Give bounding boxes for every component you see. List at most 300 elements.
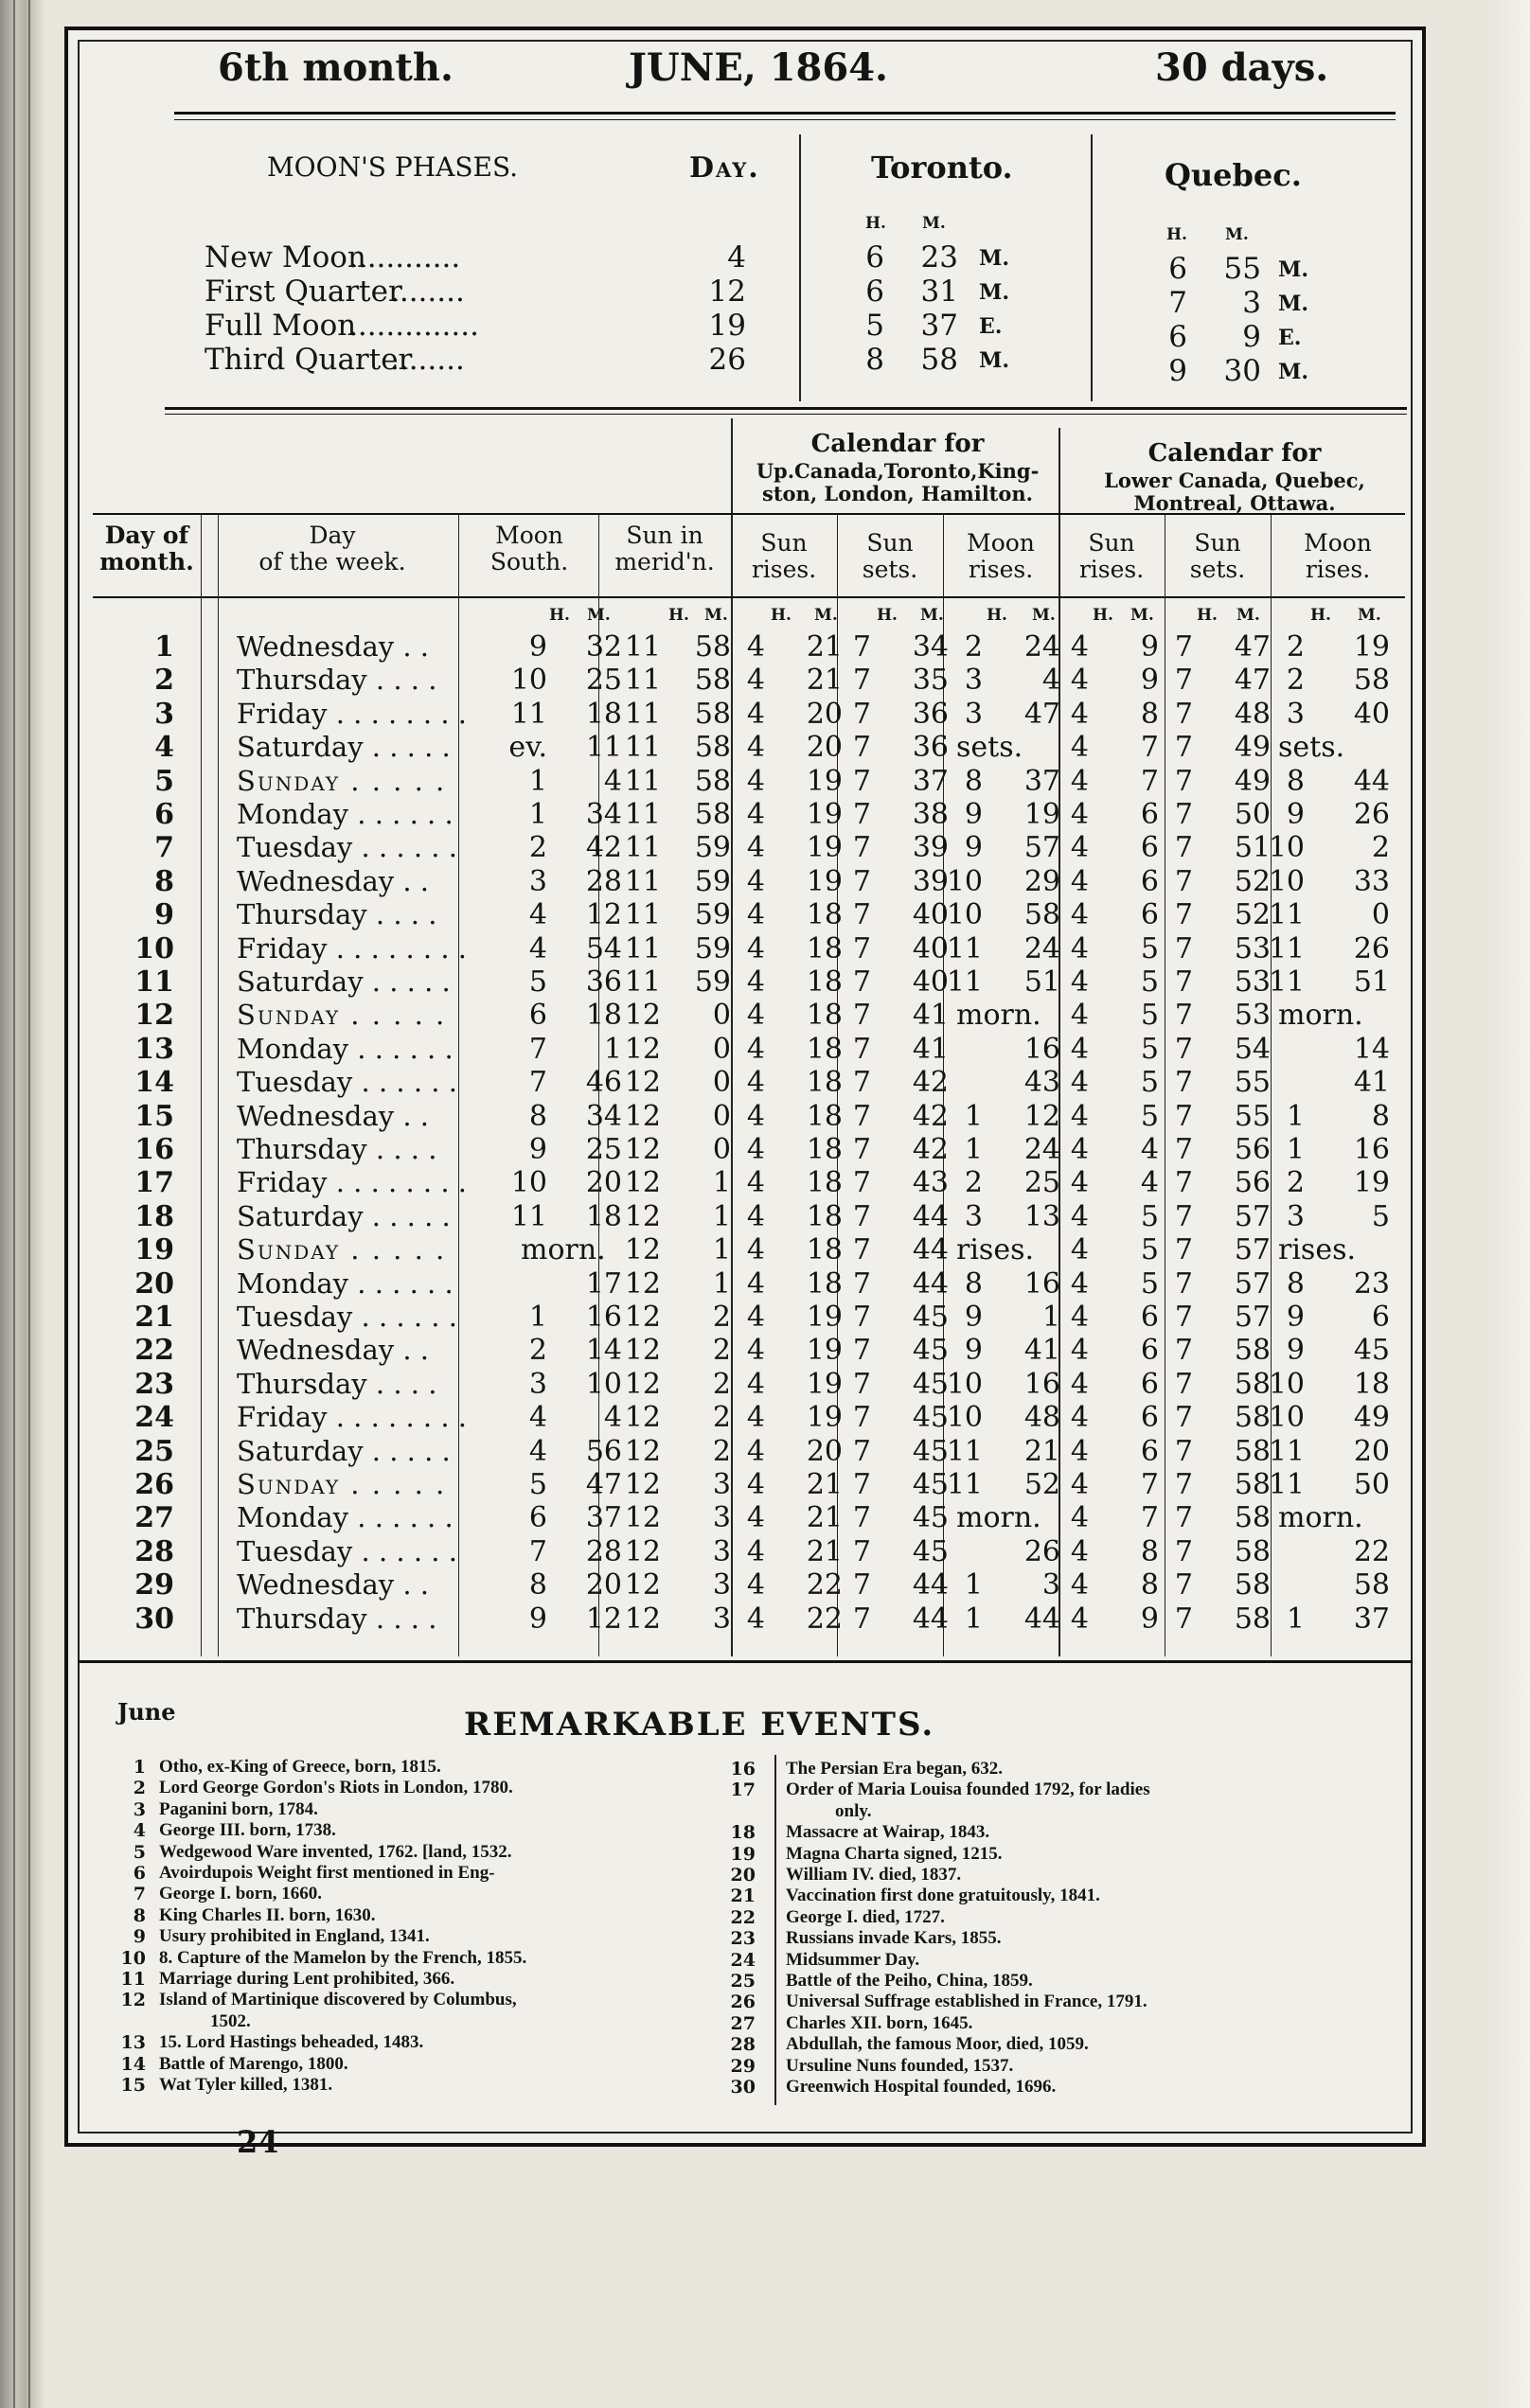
sun-rises-lower-hour: 4	[1070, 1468, 1089, 1501]
moon-south-minute: 54	[585, 932, 622, 965]
sun-meridian-hour: 12	[624, 1200, 661, 1233]
moon-rises-lower-minute: 41	[1353, 1066, 1390, 1099]
day-of-week: Thursday . . . .	[237, 1602, 437, 1635]
day-of-month: 9	[154, 898, 174, 931]
sun-meridian-minute: 2	[712, 1301, 731, 1334]
moon-rises-upper-value: sets.	[956, 731, 1023, 764]
sun-sets-upper-hour: 7	[852, 1133, 871, 1166]
col-day-of-week-line1: Day	[309, 522, 356, 549]
sun-meridian-hour: 12	[624, 1401, 661, 1434]
sun-rises-upper-minute: 21	[806, 1468, 843, 1501]
sun-sets-upper-hour: 7	[852, 1334, 871, 1367]
sun-sets-upper-hour: 7	[852, 932, 871, 965]
sun-rises-upper-minute: 19	[806, 1301, 843, 1334]
phase-dots: ........	[390, 343, 465, 377]
col-moon-south-line1: Moon	[495, 522, 563, 549]
moon-rises-upper-minute: 16	[1023, 1033, 1060, 1066]
book-binding-shadow	[0, 0, 45, 2408]
moon-rises-upper-hour: 10	[946, 865, 983, 898]
sun-sets-lower-minute: 51	[1234, 831, 1271, 864]
day-of-month: 21	[134, 1301, 174, 1334]
moon-rises-lower-hour: 11	[1268, 1435, 1305, 1468]
sun-sets-upper-minute: 44	[912, 1233, 949, 1266]
moon-south-hour: 5	[528, 965, 547, 999]
sun-sets-upper-minute: 44	[912, 1602, 949, 1636]
sun-meridian-minute: 59	[694, 965, 731, 999]
moon-rises-upper-hour: 11	[946, 1435, 983, 1468]
page-title: JUNE, 1864.	[629, 45, 888, 90]
phase-quebec-ampm: M.	[1278, 360, 1309, 384]
event-day: 15	[120, 2075, 146, 2096]
sun-rises-lower-hour: 4	[1070, 698, 1089, 731]
group-header-rule	[731, 513, 1059, 515]
col-sun-meridian-line2: merid'n.	[614, 548, 715, 575]
moon-rises-lower-value: morn.	[1278, 999, 1363, 1032]
moon-rises-lower-minute: 19	[1353, 630, 1390, 664]
sun-sets-lower-minute: 57	[1234, 1267, 1271, 1301]
moon-south-minute: 28	[585, 1535, 622, 1568]
event-text: George III. born, 1738.	[159, 1820, 336, 1840]
sun-sets-lower-hour: 7	[1174, 865, 1193, 898]
moon-south-minute: 32	[585, 630, 622, 664]
day-of-month: 2	[154, 664, 174, 697]
event-day: 4	[133, 1820, 146, 1841]
moon-south-hour: 7	[528, 1033, 547, 1066]
moon-south-hour: 3	[528, 865, 547, 898]
sun-rises-upper-hour: 4	[746, 630, 765, 664]
hour-label: H.	[1093, 606, 1113, 625]
event-text: 8. Capture of the Mamelon by the French, 1855.	[159, 1948, 527, 1968]
moon-south-minute: 42	[585, 831, 622, 864]
event-day: 10	[120, 1948, 146, 1969]
sun-rises-upper-hour: 4	[746, 1535, 765, 1568]
day-of-week: Sunday . . . . .	[237, 999, 447, 1031]
event-text: Magna Charta signed, 1215.	[786, 1844, 1003, 1864]
sun-meridian-minute: 0	[712, 1033, 731, 1066]
sun-rises-upper-minute: 18	[806, 1033, 843, 1066]
sun-rises-upper-minute: 19	[806, 831, 843, 864]
binding-edge-line	[28, 0, 30, 2408]
sun-sets-lower-hour: 7	[1174, 1468, 1193, 1501]
moon-south-hour: 9	[528, 630, 547, 664]
moon-rises-upper-minute: 24	[1023, 932, 1060, 965]
event-day: 9	[133, 1926, 146, 1947]
sun-sets-lower-hour: 7	[1174, 898, 1193, 931]
sun-rises-upper-minute: 18	[806, 1200, 843, 1233]
col-sun-rises-upper-line1: Sun	[760, 529, 808, 557]
sun-sets-upper-minute: 44	[912, 1267, 949, 1301]
day-of-week: Friday . . . . . . . .	[237, 698, 467, 730]
sun-sets-upper-hour: 7	[852, 1501, 871, 1534]
sun-rises-lower-hour: 4	[1070, 1066, 1089, 1099]
sun-meridian-minute: 0	[712, 1133, 731, 1166]
sun-sets-lower-minute: 47	[1234, 630, 1271, 664]
sun-sets-lower-minute: 58	[1234, 1401, 1271, 1434]
moon-rises-lower-hour: 10	[1268, 831, 1305, 864]
day-of-month: 15	[134, 1100, 174, 1133]
moon-rises-upper-minute: 24	[1023, 630, 1060, 664]
moon-south-hour: ev.	[508, 731, 547, 764]
col-moon-south-line2: South.	[489, 548, 569, 575]
moon-rises-upper-hour: 9	[964, 1334, 983, 1367]
event-text: Marriage during Lent prohibited, 366.	[159, 1969, 455, 1989]
sun-sets-lower-hour: 7	[1174, 1535, 1193, 1568]
moon-rises-upper-hour: 10	[946, 1368, 983, 1401]
sun-rises-lower-minute: 7	[1140, 1501, 1159, 1534]
moon-south-minute: 25	[585, 1133, 622, 1166]
phases-toronto-heading: Toronto.	[871, 150, 1013, 186]
col-moon-rises-upper-line2: rises.	[968, 556, 1034, 583]
day-of-week: Saturday . . . . .	[237, 731, 451, 763]
sun-rises-upper-hour: 4	[746, 798, 765, 831]
phase-day: 4	[727, 240, 746, 274]
sun-sets-upper-minute: 34	[912, 630, 949, 664]
col-sun-sets-upper-line1: Sun	[866, 529, 914, 557]
sun-sets-lower-hour: 7	[1174, 1435, 1193, 1468]
phase-toronto-hour: 6	[865, 274, 884, 309]
sun-rises-lower-minute: 5	[1140, 1200, 1159, 1233]
sun-sets-lower-minute: 58	[1234, 1435, 1271, 1468]
day-of-month: 11	[134, 965, 174, 999]
day-of-week: Saturday . . . . .	[237, 1200, 451, 1232]
sun-meridian-minute: 59	[694, 898, 731, 931]
sun-meridian-minute: 2	[712, 1368, 731, 1401]
moon-south-minute: 17	[585, 1267, 622, 1301]
day-of-week: Friday . . . . . . . .	[237, 1166, 467, 1198]
sun-meridian-minute: 0	[712, 999, 731, 1032]
moon-rises-upper-minute: 43	[1023, 1066, 1060, 1099]
moon-rises-upper-hour: 3	[964, 1200, 983, 1233]
lower-canada-sub: Lower Canada, Quebec,	[1104, 469, 1365, 492]
sun-rises-upper-minute: 21	[806, 630, 843, 664]
moon-south-hour: 2	[528, 1334, 547, 1367]
col-sun-sets-upper-line2: sets.	[862, 556, 918, 583]
sun-rises-lower-hour: 4	[1070, 1200, 1089, 1233]
sun-sets-lower-hour: 7	[1174, 1267, 1193, 1301]
phase-quebec-min: 30	[1223, 354, 1261, 388]
moon-rises-upper-hour: 9	[964, 798, 983, 831]
day-of-month: 3	[154, 698, 174, 731]
moon-rises-lower-minute: 58	[1353, 664, 1390, 697]
phase-dots: ........	[390, 274, 465, 309]
event-text: Battle of the Peiho, China, 1859.	[786, 1971, 1033, 1991]
sun-sets-upper-minute: 45	[912, 1468, 949, 1501]
sun-sets-lower-hour: 7	[1174, 630, 1193, 664]
sun-rises-upper-minute: 18	[806, 1100, 843, 1133]
sun-sets-lower-minute: 49	[1234, 731, 1271, 764]
day-of-month: 1	[154, 630, 174, 664]
event-day: 16	[730, 1759, 756, 1779]
moon-south-minute: 20	[585, 1166, 622, 1199]
phases-heading: MOON'S PHASES.	[267, 151, 519, 183]
minute-label: M.	[1358, 606, 1381, 625]
sun-rises-lower-minute: 6	[1140, 831, 1159, 864]
sun-rises-upper-hour: 4	[746, 1602, 765, 1636]
moon-rises-upper-minute: 29	[1023, 865, 1060, 898]
moon-rises-upper-hour: 3	[964, 664, 983, 697]
day-of-week: Friday . . . . . . . .	[237, 1401, 467, 1433]
sun-meridian-minute: 0	[712, 1100, 731, 1133]
event-text: Russians invade Kars, 1855.	[786, 1928, 1002, 1948]
moon-rises-upper-minute: 19	[1023, 798, 1060, 831]
moon-rises-lower-minute: 0	[1371, 898, 1390, 931]
moon-rises-lower-hour: 9	[1286, 1334, 1305, 1367]
col-day-of-month-line2: month.	[99, 548, 194, 575]
upper-canada-title: Calendar for	[810, 430, 985, 458]
sun-sets-lower-hour: 7	[1174, 1501, 1193, 1534]
sun-sets-lower-hour: 7	[1174, 965, 1193, 999]
hour-label: H.	[1310, 606, 1331, 625]
sun-rises-lower-minute: 8	[1140, 698, 1159, 731]
sun-meridian-hour: 11	[624, 630, 661, 664]
sun-meridian-hour: 11	[624, 965, 661, 999]
hour-label: H.	[987, 606, 1007, 625]
sun-sets-upper-minute: 45	[912, 1401, 949, 1434]
sun-sets-upper-hour: 7	[852, 1100, 871, 1133]
moon-rises-upper-hour: 8	[964, 765, 983, 798]
sun-rises-lower-hour: 4	[1070, 1100, 1089, 1133]
moon-rises-upper-minute: 4	[1041, 664, 1060, 697]
sun-sets-upper-minute: 36	[912, 698, 949, 731]
moon-south-hour: 2	[528, 831, 547, 864]
sun-sets-upper-minute: 44	[912, 1568, 949, 1602]
phase-quebec-min: 9	[1242, 320, 1261, 354]
sun-meridian-hour: 12	[624, 1066, 661, 1099]
sun-rises-upper-minute: 18	[806, 1267, 843, 1301]
phase-day: 12	[708, 274, 746, 309]
minute-label: M.	[1032, 606, 1056, 625]
event-text: 1502.	[210, 2011, 251, 2031]
moon-south-hour: 4	[528, 898, 547, 931]
sun-sets-upper-minute: 45	[912, 1368, 949, 1401]
moon-rises-lower-hour: 2	[1286, 630, 1305, 664]
sun-sets-upper-hour: 7	[852, 965, 871, 999]
moon-rises-upper-hour: 1	[964, 1100, 983, 1133]
moon-south-hour: 10	[510, 1166, 547, 1199]
event-day: 18	[730, 1822, 756, 1843]
sun-rises-lower-hour: 4	[1070, 965, 1089, 999]
event-text: Wedgewood Ware invented, 1762. [land, 1532.	[159, 1842, 512, 1862]
day-of-month: 18	[134, 1200, 174, 1233]
phase-toronto-min: 58	[920, 343, 958, 377]
sun-rises-upper-hour: 4	[746, 1401, 765, 1434]
moon-rises-upper-minute: 41	[1023, 1334, 1060, 1367]
sun-sets-lower-hour: 7	[1174, 932, 1193, 965]
moon-rises-lower-hour: 11	[1268, 1468, 1305, 1501]
moon-rises-lower-minute: 14	[1353, 1033, 1390, 1066]
moon-south-minute: 18	[585, 698, 622, 731]
sun-rises-upper-hour: 4	[746, 1200, 765, 1233]
moon-rises-upper-minute: 16	[1023, 1267, 1060, 1301]
sun-rises-lower-minute: 9	[1140, 664, 1159, 697]
moon-south-minute: 20	[585, 1568, 622, 1602]
moon-rises-lower-hour: 3	[1286, 698, 1305, 731]
day-of-week: Thursday . . . .	[237, 664, 437, 696]
moon-south-hour: 9	[528, 1602, 547, 1636]
sun-rises-upper-minute: 18	[806, 898, 843, 931]
sun-rises-lower-hour: 4	[1070, 932, 1089, 965]
sun-rises-lower-minute: 6	[1140, 898, 1159, 931]
sun-meridian-hour: 11	[624, 765, 661, 798]
day-of-week: Monday . . . . . .	[237, 798, 454, 830]
day-of-month: 28	[134, 1535, 174, 1568]
col-sun-rises-upper-line2: rises.	[751, 556, 817, 583]
phase-toronto-min: 37	[920, 309, 958, 343]
event-day: 21	[730, 1886, 756, 1906]
sun-sets-lower-minute: 58	[1234, 1501, 1271, 1534]
sun-sets-lower-hour: 7	[1174, 1301, 1193, 1334]
moon-rises-lower-minute: 18	[1353, 1368, 1390, 1401]
sun-meridian-hour: 11	[624, 831, 661, 864]
sun-sets-upper-hour: 7	[852, 898, 871, 931]
moon-south-minute: 11	[585, 731, 622, 764]
sun-sets-upper-hour: 7	[852, 664, 871, 697]
sun-rises-lower-hour: 4	[1070, 831, 1089, 864]
sun-rises-lower-minute: 9	[1140, 630, 1159, 664]
event-day: 24	[730, 1950, 756, 1971]
event-text: Avoirdupois Weight first mentioned in Eng-	[159, 1863, 495, 1883]
sun-sets-lower-hour: 7	[1174, 831, 1193, 864]
phase-dots: ..............	[348, 309, 479, 343]
sun-rises-lower-hour: 4	[1070, 999, 1089, 1032]
day-of-month: 7	[154, 831, 174, 864]
moon-south-hour: 1	[528, 765, 547, 798]
sun-sets-lower-hour: 7	[1174, 1568, 1193, 1602]
sun-rises-lower-minute: 6	[1140, 1435, 1159, 1468]
moon-rises-upper-minute: 1	[1041, 1301, 1060, 1334]
moon-rises-lower-hour: 11	[1268, 932, 1305, 965]
sun-rises-upper-hour: 4	[746, 865, 765, 898]
sun-rises-lower-hour: 4	[1070, 731, 1089, 764]
sun-sets-upper-minute: 43	[912, 1166, 949, 1199]
sun-meridian-minute: 2	[712, 1401, 731, 1434]
phases-quebec-h-label: H.	[1166, 225, 1187, 244]
moon-rises-lower-hour: 3	[1286, 1200, 1305, 1233]
moon-rises-upper-minute: 57	[1023, 831, 1060, 864]
sun-rises-lower-minute: 9	[1140, 1602, 1159, 1636]
event-text: The Persian Era began, 632.	[786, 1759, 1004, 1779]
sun-rises-lower-hour: 4	[1070, 1267, 1089, 1301]
sun-sets-upper-hour: 7	[852, 1301, 871, 1334]
sun-rises-lower-minute: 8	[1140, 1535, 1159, 1568]
moon-south-hour: 1	[528, 798, 547, 831]
page-edge	[1492, 0, 1530, 2408]
day-of-month: 12	[134, 999, 174, 1032]
moon-rises-upper-minute: 21	[1023, 1435, 1060, 1468]
moon-south-minute: 34	[585, 1100, 622, 1133]
sun-rises-upper-minute: 18	[806, 965, 843, 999]
hour-label: H.	[549, 606, 570, 625]
day-of-week: Wednesday . .	[237, 865, 429, 897]
phase-quebec-min: 55	[1223, 252, 1261, 286]
sun-rises-lower-hour: 4	[1070, 664, 1089, 697]
day-of-week: Wednesday . .	[237, 1568, 429, 1601]
day-of-month: 22	[134, 1334, 174, 1367]
minute-label: M.	[587, 606, 611, 625]
moon-rises-lower-hour: 1	[1286, 1100, 1305, 1133]
sun-meridian-hour: 12	[624, 1368, 661, 1401]
moon-south-hour: 11	[510, 698, 547, 731]
event-text: Usury prohibited in England, 1341.	[159, 1926, 430, 1946]
sun-rises-upper-hour: 4	[746, 831, 765, 864]
sun-rises-lower-minute: 7	[1140, 731, 1159, 764]
sun-sets-upper-hour: 7	[852, 1166, 871, 1199]
event-day: 14	[120, 2054, 146, 2075]
phases-divider	[799, 134, 801, 401]
sun-sets-upper-minute: 41	[912, 999, 949, 1032]
phase-toronto-hour: 5	[865, 309, 884, 343]
sun-meridian-minute: 58	[694, 698, 731, 731]
day-of-week: Sunday . . . . .	[237, 765, 447, 797]
sun-rises-upper-minute: 19	[806, 1334, 843, 1367]
sun-sets-lower-hour: 7	[1174, 1166, 1193, 1199]
sun-sets-upper-minute: 39	[912, 831, 949, 864]
day-of-month: 4	[154, 731, 174, 764]
moon-south-hour: 6	[528, 1501, 547, 1534]
sun-rises-upper-minute: 19	[806, 865, 843, 898]
sun-sets-upper-minute: 42	[912, 1066, 949, 1099]
moon-south-hour: 11	[510, 1200, 547, 1233]
sun-rises-lower-hour: 4	[1070, 1535, 1089, 1568]
phase-quebec-ampm: M.	[1278, 292, 1309, 316]
sun-sets-lower-hour: 7	[1174, 731, 1193, 764]
sun-rises-lower-minute: 4	[1140, 1166, 1159, 1199]
moon-rises-lower-minute: 26	[1353, 798, 1390, 831]
sun-rises-lower-hour: 4	[1070, 1301, 1089, 1334]
sun-sets-lower-minute: 56	[1234, 1166, 1271, 1199]
moon-south-hour: 8	[528, 1568, 547, 1602]
event-text: Battle of Marengo, 1800.	[159, 2054, 348, 2074]
sun-meridian-minute: 3	[712, 1535, 731, 1568]
sun-rises-lower-hour: 4	[1070, 1568, 1089, 1602]
event-day: 12	[120, 1990, 146, 2010]
upper-canada-sub: Up.Canada,Toronto,King-	[756, 459, 1040, 483]
sun-sets-lower-hour: 7	[1174, 1066, 1193, 1099]
phase-quebec-ampm: E.	[1278, 326, 1302, 350]
sun-sets-lower-hour: 7	[1174, 1100, 1193, 1133]
moon-south-hour: 4	[528, 1401, 547, 1434]
moon-rises-lower-minute: 33	[1353, 865, 1390, 898]
sun-meridian-minute: 3	[712, 1501, 731, 1534]
sun-rises-lower-hour: 4	[1070, 1334, 1089, 1367]
sun-sets-upper-hour: 7	[852, 1368, 871, 1401]
day-of-week: Thursday . . . .	[237, 1133, 437, 1165]
moon-rises-lower-hour: 9	[1286, 798, 1305, 831]
sun-meridian-minute: 59	[694, 932, 731, 965]
moon-south-hour: 4	[528, 1435, 547, 1468]
event-day: 20	[730, 1865, 756, 1886]
phase-toronto-min: 23	[920, 240, 958, 274]
sun-sets-lower-hour: 7	[1174, 1368, 1193, 1401]
events-month: June	[117, 1698, 176, 1726]
header-rule	[174, 112, 1396, 115]
moon-south-minute: 18	[585, 999, 622, 1032]
event-day: 25	[730, 1971, 756, 1992]
sun-rises-upper-minute: 19	[806, 765, 843, 798]
moon-rises-upper-minute: 51	[1023, 965, 1060, 999]
moon-south-hour: 8	[528, 1100, 547, 1133]
day-of-week: Saturday . . . . .	[237, 965, 451, 998]
phase-toronto-hour: 8	[865, 343, 884, 377]
moon-rises-lower-minute: 49	[1353, 1401, 1390, 1434]
sun-sets-lower-minute: 56	[1234, 1133, 1271, 1166]
sun-rises-upper-minute: 18	[806, 1133, 843, 1166]
sun-sets-upper-minute: 45	[912, 1334, 949, 1367]
sun-rises-lower-minute: 5	[1140, 999, 1159, 1032]
sun-rises-upper-hour: 4	[746, 1033, 765, 1066]
sun-meridian-minute: 1	[712, 1233, 731, 1266]
day-of-week: Monday . . . . . .	[237, 1267, 454, 1300]
